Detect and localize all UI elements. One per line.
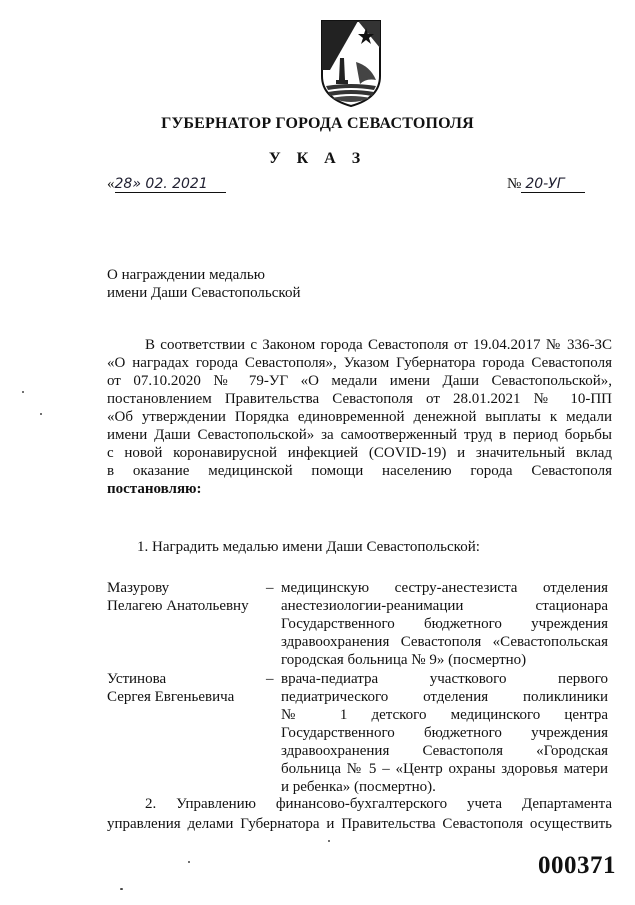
subject-line: О награждении медалью	[107, 267, 265, 283]
point-1-heading: 1. Наградить медалью имени Даши Севастопольской:	[137, 539, 480, 555]
resolve-word: постановляю:	[107, 481, 202, 497]
awardee-surname: Мазурову	[107, 580, 170, 596]
preamble-line: от 07.10.2020 № 79-УГ «О медали имени Даши Севастопольской»,	[107, 373, 612, 389]
preamble-paragraph	[107, 336, 612, 498]
description-line: педиатрического отделения поликлиники	[281, 689, 608, 705]
scan-speck	[22, 391, 24, 393]
description-line: здравоохранения Севастополя «Городская	[281, 743, 608, 759]
awardee-given-name: Пелагею Анатольевну	[107, 598, 249, 614]
point-2-line: 2. Управлению финансово-бухгалтерского учета Департамента	[145, 796, 612, 812]
point-2-paragraph	[107, 795, 612, 835]
coat-of-arms-emblem	[318, 18, 384, 108]
scan-speck	[40, 413, 42, 415]
decree-date	[107, 176, 226, 193]
handwritten-number: 20-УГ	[521, 176, 584, 193]
decree-subject	[107, 266, 300, 302]
description-line: больница № 5 – «Центр охраны здоровья матери	[281, 761, 608, 777]
description-line: Государственного бюджетного учреждения	[281, 616, 608, 632]
preamble-line: постановлением Правительства Севастополя от 28.01.2021 № 10-ПП	[107, 391, 612, 407]
awardee-description	[281, 670, 608, 796]
preamble-line: имени Даши Севастопольской» за самоотверженный труд в период борьбы	[107, 427, 612, 443]
awardee-description	[281, 579, 608, 669]
subject-line: имени Даши Севастопольской	[107, 285, 301, 301]
description-line: и ребенка» (посмертно).	[281, 779, 436, 795]
description-line: городская больница № 9» (посмертно)	[281, 652, 527, 668]
preamble-line: «О наградах города Севастополя», Указом Губернатора города Севастополя	[107, 355, 612, 371]
awardee-name	[107, 670, 267, 706]
description-line: медицинскую сестру-анестезиста отделения	[281, 580, 608, 596]
authority-title: ГУБЕРНАТОР ГОРОДА СЕВАСТОПОЛЯ	[161, 115, 474, 132]
preamble-line: В соответствии с Законом города Севастополя от 19.04.2017 № 336-ЗС	[145, 337, 612, 353]
preamble-line: с новой коронавирусной инфекцией (COVID-19) и значительный вклад	[107, 445, 612, 461]
description-line: анестезиологии-реанимации стационара	[281, 598, 608, 614]
point-2-line: управления делами Губернатора и Правительства Севастополя осуществить	[107, 816, 612, 832]
date-open-quote: «	[107, 176, 115, 192]
serial-number: 000371	[538, 852, 616, 879]
awardee-given-name: Сергея Евгеньевича	[107, 689, 235, 705]
scan-speck	[328, 840, 330, 842]
awardee-name	[107, 579, 267, 615]
description-line: № 1 детского медицинского центра	[281, 707, 608, 723]
awardee-dash: –	[266, 580, 274, 596]
decree-number	[507, 176, 585, 193]
awardee-surname: Устинова	[107, 671, 167, 687]
description-line: Государственного бюджетного учреждения	[281, 725, 608, 741]
number-sign: №	[507, 176, 522, 192]
preamble-line: в оказание медицинской помощи населению города Севастополя	[107, 463, 612, 479]
preamble-line: «Об утверждении Порядка единовременной денежной выплаты к медали	[107, 409, 612, 425]
document-type-title: У К А З	[268, 150, 367, 167]
description-line: врача-педиатра участкового первого	[281, 671, 608, 687]
description-line: здравоохранения Севастополя «Севастопольская	[281, 634, 608, 650]
scan-speck	[120, 888, 123, 890]
handwritten-date: 28» 02. 2021	[115, 176, 226, 193]
scan-speck	[188, 861, 190, 863]
awardee-dash: –	[266, 671, 274, 687]
